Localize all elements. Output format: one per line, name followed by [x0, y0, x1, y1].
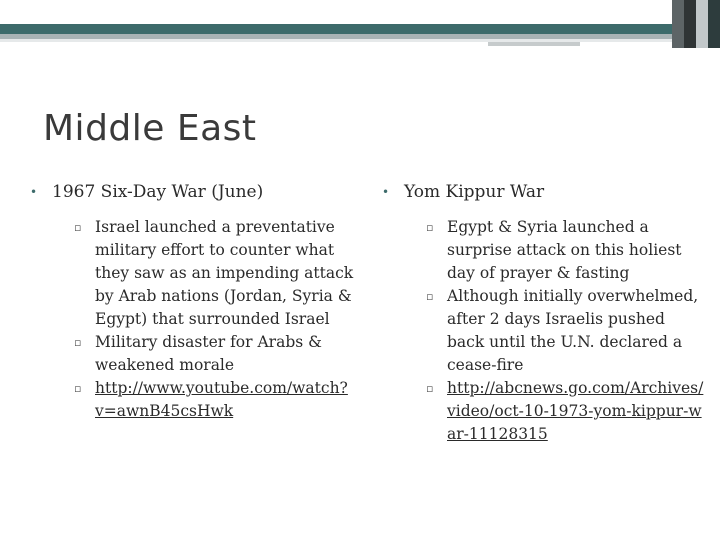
sub-bullet-item — [70, 377, 355, 423]
teal-stripe — [0, 24, 720, 34]
corner-block-1 — [672, 0, 684, 48]
youtube-link[interactable]: http://www.youtube.com/watch?v=awnB45csHwk — [95, 379, 348, 420]
sub-bullet-item — [422, 216, 707, 285]
heading-text: Yom Kippur War — [404, 182, 545, 202]
sub-bullet-text: Although initially overwhelmed, after 2 days Israelis pushed back until the U.N. declared a cease-fire — [447, 287, 699, 374]
bullet-dot-icon: • — [30, 185, 38, 199]
sub-bullet-item — [70, 216, 355, 331]
top-decoration-bar — [0, 0, 720, 48]
square-bullet-icon: ▫ — [426, 221, 434, 234]
corner-block-2 — [684, 0, 696, 48]
bullet-heading-six-day-war — [28, 180, 338, 204]
sub-bullet-text: Israel launched a preventative military effort to counter what they saw as an impending attack by Arab nations (Jordan, Syria & Egypt) that surrounded Israel — [95, 218, 354, 328]
slide-title: Middle East — [43, 108, 257, 149]
corner-block-4 — [708, 0, 720, 48]
left-column — [28, 180, 354, 423]
light-stripe — [0, 39, 694, 42]
heading-text: 1967 Six-Day War (June) — [52, 182, 264, 202]
right-column — [380, 180, 704, 446]
corner-block-3 — [696, 0, 708, 48]
sub-bullet-text: Military disaster for Arabs & weakened morale — [95, 333, 322, 374]
sub-bullet-item — [422, 377, 707, 446]
sub-bullet-text: Egypt & Syria launched a surprise attack on this holiest day of prayer & fasting — [447, 218, 682, 282]
sub-bullet-item — [70, 331, 355, 377]
square-bullet-icon: ▫ — [74, 336, 82, 349]
square-bullet-icon: ▫ — [74, 221, 82, 234]
sub-bullet-item — [422, 285, 707, 377]
short-grey-stripe — [488, 42, 580, 46]
bullet-dot-icon: • — [382, 185, 390, 199]
top-band — [0, 0, 720, 24]
square-bullet-icon: ▫ — [426, 382, 434, 395]
square-bullet-icon: ▫ — [426, 290, 434, 303]
square-bullet-icon: ▫ — [74, 382, 82, 395]
abcnews-link[interactable]: http://abcnews.go.com/Archives/video/oct-10-1973-yom-kippur-war-11128315 — [447, 379, 704, 443]
bullet-heading-yom-kippur-war — [380, 180, 690, 204]
